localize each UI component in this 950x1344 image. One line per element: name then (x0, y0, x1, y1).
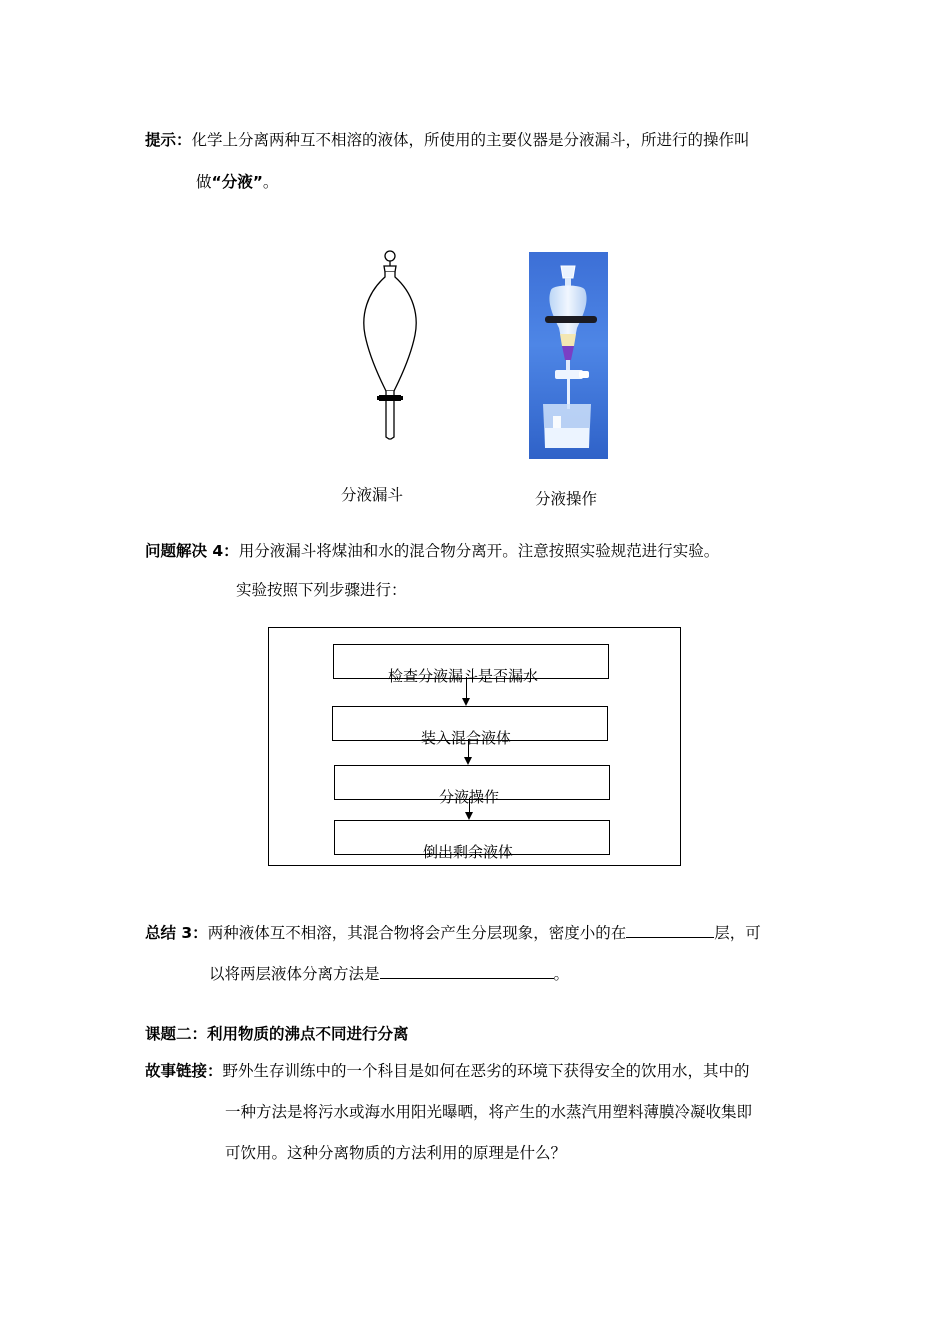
hint-text-2-suffix: 。 (262, 173, 279, 191)
separatory-funnel-drawing (355, 245, 425, 443)
problem-line (145, 539, 719, 561)
hint-label: 提示： (145, 131, 192, 149)
hint-line-2 (196, 170, 278, 192)
hint-text-1: 化学上分离两种互不相溶的液体，所使用的主要仪器是分液漏斗，所进行的操作叫 (191, 131, 750, 149)
summary-blank-method[interactable] (380, 977, 554, 979)
story-line-3: 可饮用。这种分离物质的方法利用的原理是什么？ (225, 1144, 567, 1162)
story-line-1 (145, 1059, 750, 1081)
hint-line-1 (145, 128, 750, 150)
flow-step-4: 倒出剩余液体 (423, 843, 514, 861)
funnel-caption: 分液漏斗 (341, 486, 404, 504)
operation-caption: 分液操作 (535, 490, 598, 508)
summary-blank-layer[interactable] (626, 936, 714, 938)
summary-text-1b: 层，可 (714, 924, 761, 942)
summary-line-2 (209, 962, 569, 984)
separation-operation-photo (529, 252, 608, 459)
summary-label: 总结 3： (145, 924, 208, 942)
problem-text: 用分液漏斗将煤油和水的混合物分离开。注意按照实验规范进行实验。 (238, 542, 720, 560)
problem-intro: 实验按照下列步骤进行： (236, 581, 407, 599)
problem-label: 问题解决 4： (145, 542, 239, 560)
story-label: 故事链接： (145, 1062, 223, 1080)
hint-term: “分液” (211, 173, 263, 191)
story-line-2: 一种方法是将污水或海水用阳光曝晒，将产生的水蒸汽用塑料薄膜冷凝收集即 (225, 1103, 753, 1121)
flow-step-1: 检查分液漏斗是否漏水 (388, 667, 539, 685)
summary-text-2a: 以将两层液体分离方法是 (209, 965, 380, 983)
hint-text-2-prefix: 做 (196, 173, 212, 191)
summary-line-1 (145, 921, 761, 943)
topic2-title: 课题二：利用物质的沸点不同进行分离 (145, 1025, 409, 1043)
summary-text-1a: 两种液体互不相溶，其混合物将会产生分层现象，密度小的在 (207, 924, 627, 942)
story-text-1: 野外生存训练中的一个科目是如何在恶劣的环境下获得安全的饮用水，其中的 (222, 1062, 750, 1080)
summary-text-2b: 。 (553, 965, 570, 983)
flow-step-2: 装入混合液体 (421, 729, 512, 747)
flow-step-3: 分液操作 (439, 788, 500, 806)
